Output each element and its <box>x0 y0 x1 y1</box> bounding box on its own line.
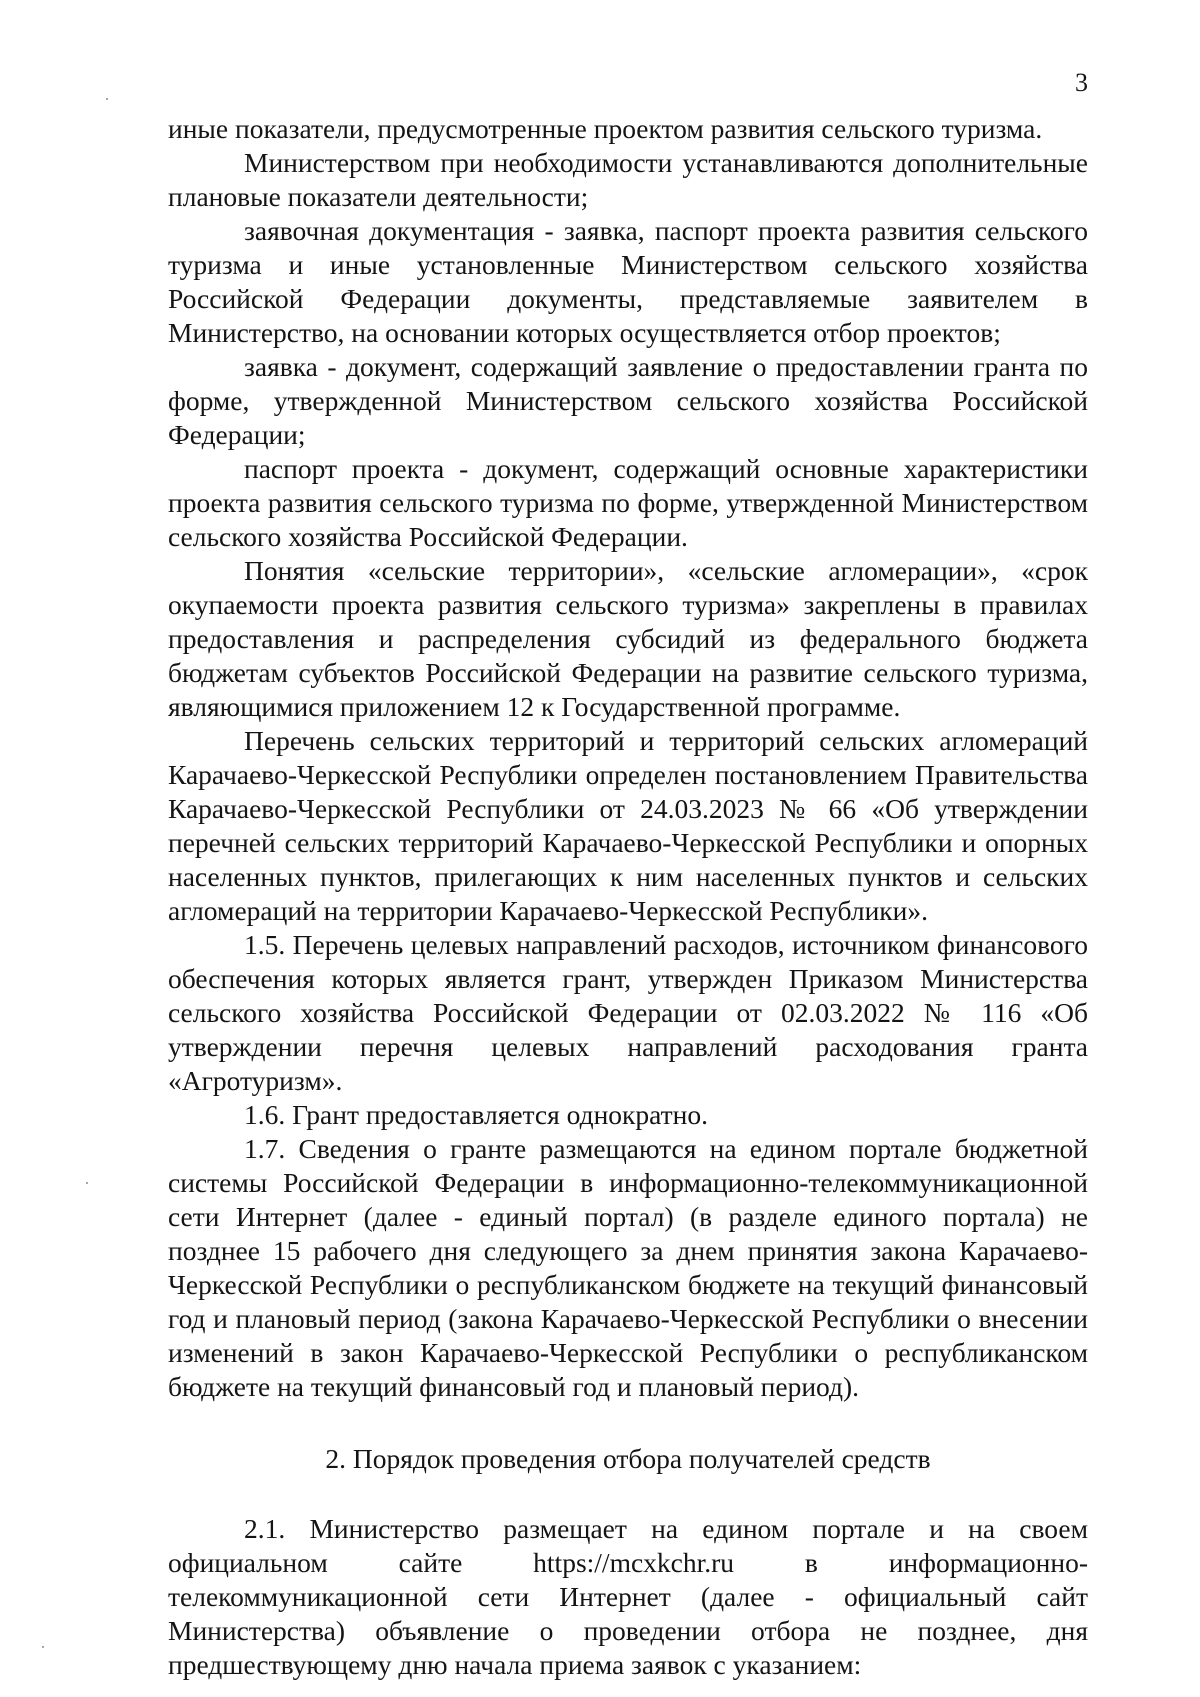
paragraph-indicators-end: иные показатели, предусмотренные проектом развития сельского туризма. <box>168 113 1043 144</box>
page-number: 3 <box>1075 68 1088 97</box>
paragraph-application-definition: заявка - документ, содержащий заявление о предоставлении гранта по форме, утвержденной Министерством сельского хозяйства Российской Федерации; <box>168 351 1088 450</box>
scan-speck <box>106 98 108 100</box>
paragraph-project-passport: паспорт проекта - документ, содержащий основные характеристики проекта развития сельского туризма по форме, утвержденной Министерством сельского хозяйства Российской Федерации. <box>168 453 1088 552</box>
paragraph-application-documents: заявочная документация - заявка, паспорт проекта развития сельского туризма и иные установленные Министерством сельского хозяйства Российской Федерации документы, представляемые заявителем в Министерство, на основании которых осуществляется отбор проектов; <box>168 215 1088 348</box>
paragraph-1-5: 1.5. Перечень целевых направлений расходов, источником финансового обеспечения которых является грант, утвержден Приказом Министерства сельского хозяйства Российской Федерации от 02.03.2022 № 116 «Об утверждении перечня целевых направлений расходования гранта «Агротуризм». <box>168 929 1088 1096</box>
paragraph-territories-list: Перечень сельских территорий и территорий сельских агломераций Карачаево-Черкесской Республики определен постановлением Правительства Карачаево-Черкесской Республики от 24.03.2023 № 66 «Об утверждении перечней сельских территорий Карачаево-Черкесской Республики и опорных населенных пунктов, прилегающих к ним населенных пунктов и сельских агломераций на территории Карачаево-Черкесской Республики». <box>168 725 1088 926</box>
paragraph-1-6: 1.6. Грант предоставляется однократно. <box>244 1099 709 1130</box>
paragraph-2-1: 2.1. Министерство размещает на едином портале и на своем официальном сайте https://mcxkchr.ru в информационно-телекоммуникационной сети Интернет (далее - официальный сайт Министерства) объявление о проведении отбора не позднее, дня предшествующему дню начала приема заявок с указанием: <box>168 1513 1088 1680</box>
scan-speck <box>42 1646 44 1648</box>
section-heading: 2. Порядок проведения отбора получателей средств <box>325 1443 931 1474</box>
paragraph-1-7: 1.7. Сведения о гранте размещаются на едином портале бюджетной системы Российской Федерации в информационно-телекоммуникационной сети Интернет (далее - единый портал) (в разделе единого портала) не позднее 15 рабочего дня следующего за днем принятия закона Карачаево-Черкесской Республики о республиканском бюджете на текущий финансовый год и плановый период (закона Карачаево-Черкесской Республики о внесении изменений в закон Карачаево-Черкесской Республики о республиканском бюджете на текущий финансовый год и плановый период). <box>168 1133 1088 1402</box>
document-body <box>168 112 1088 1682</box>
scan-speck <box>86 1182 88 1184</box>
paragraph-additional-indicators: Министерством при необходимости устанавливаются дополнительные плановые показатели деятельности; <box>168 147 1088 212</box>
paragraph-concepts: Понятия «сельские территории», «сельские агломерации», «срок окупаемости проекта развития сельского туризма» закреплены в правилах предоставления и распределения субсидий из федерального бюджета бюджетам субъектов Российской Федерации на развитие сельского туризма, являющимися приложением 12 к Государственной программе. <box>168 555 1088 722</box>
